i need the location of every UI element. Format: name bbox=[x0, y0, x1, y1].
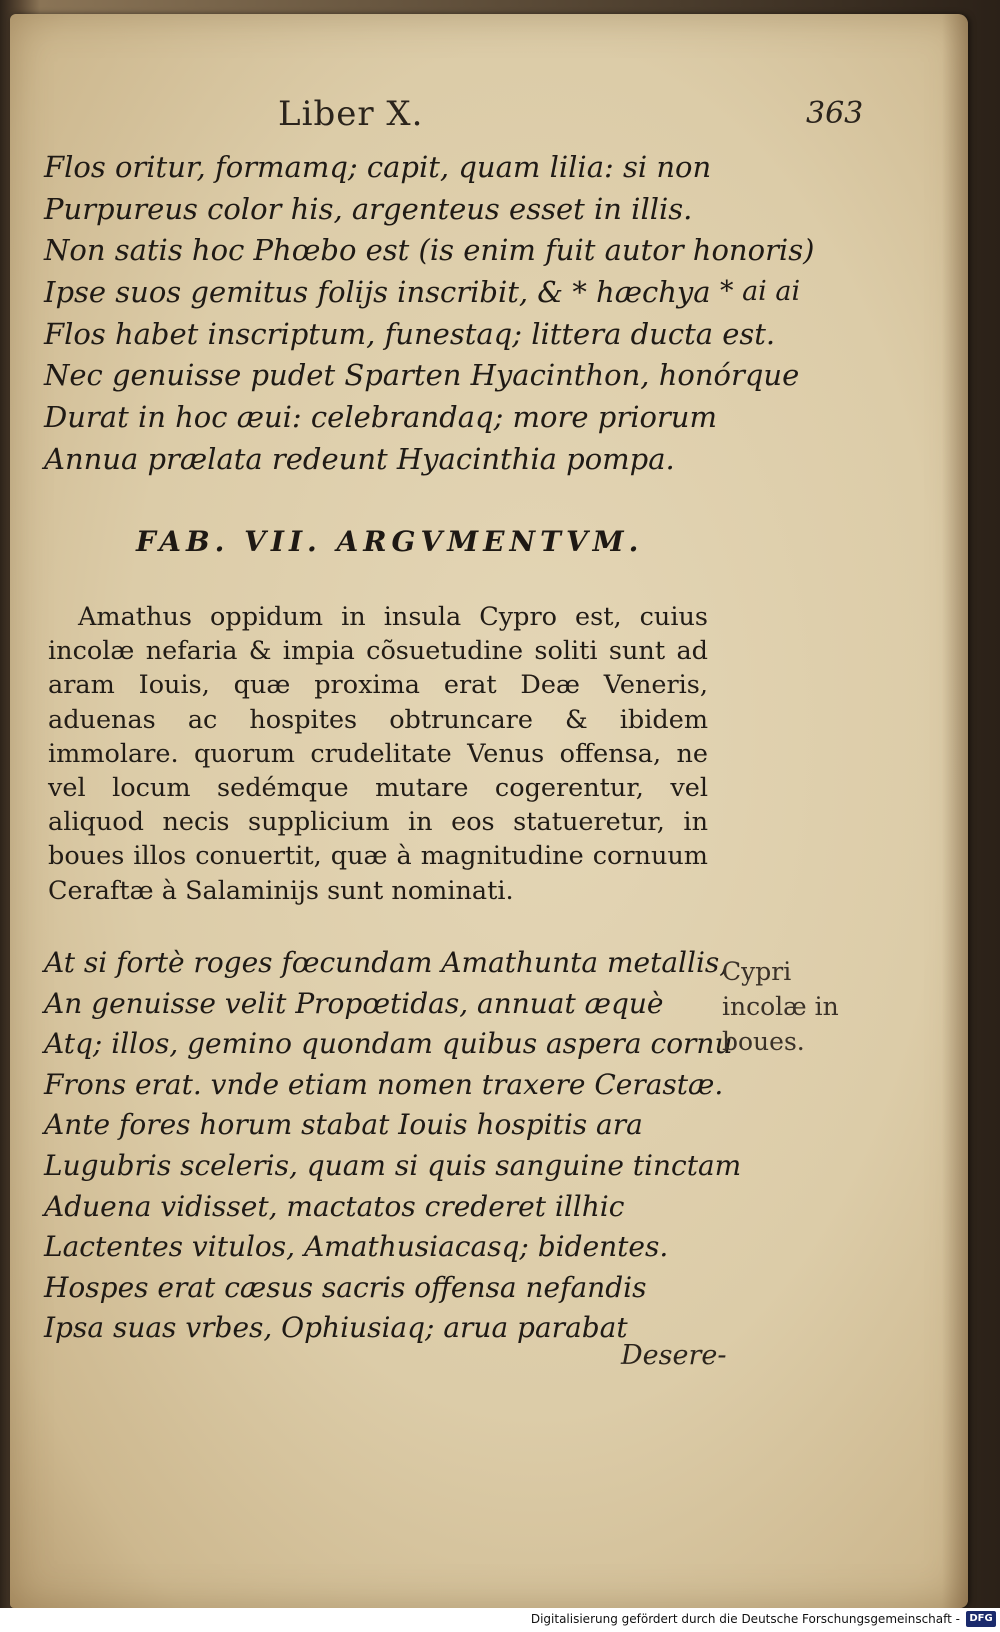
verse-line: Nec genuisse pudet Sparten Hyacinthon, honórque bbox=[44, 358, 800, 393]
verse-line: Hospes erat cæsus sacris offensa nefandis bbox=[44, 1270, 647, 1304]
dfg-logo: DFG bbox=[966, 1611, 996, 1627]
verse-line: Ante fores horum stabat Iouis hospitis ara bbox=[44, 1108, 643, 1142]
verse-line: Annua prælata redeunt Hyacinthia pompa. bbox=[44, 441, 675, 476]
verse-line: Lactentes vitulos, Amathusiacasq; bidentes. bbox=[44, 1230, 669, 1264]
argument-heading: FAB. VII. ARGVMENTVM. bbox=[136, 525, 644, 558]
verse-line: Aduena vidisset, mactatos crederet illhic bbox=[44, 1189, 625, 1223]
verse-line: Non satis hoc Phœbo est (is enim fuit autor honoris) bbox=[44, 233, 815, 268]
verse-line: Flos oritur, formamq; capit, quam lilia: si non bbox=[44, 150, 712, 184]
marginal-note-bottom: Cypri incolæ in boues. bbox=[722, 957, 839, 1056]
page-edge bbox=[942, 14, 968, 1608]
verse-line: Frons erat. vnde etiam nomen traxere Cerastæ. bbox=[44, 1067, 724, 1101]
verse-block-bottom bbox=[44, 943, 744, 1349]
verse-line: Ipse suos gemitus folijs inscribit, & * hæchya bbox=[44, 275, 711, 310]
catchword: Desere- bbox=[621, 1340, 727, 1371]
verse-line: Lugubris sceleris, quam si quis sanguine tinctam bbox=[44, 1148, 742, 1182]
page-number: 363 bbox=[806, 96, 864, 131]
footer-credit: Digitalisierung gefördert durch die Deutsche Forschungsgemeinschaft - bbox=[530, 1612, 960, 1626]
marginal-note-top: * ai ai bbox=[720, 276, 801, 307]
verse-line: Ipsa suas vrbes, Ophiusiaq; arua parabat bbox=[44, 1311, 628, 1345]
verse-line: Atq; illos, gemino quondam quibus aspera cornu bbox=[44, 1027, 733, 1061]
verse-line: Flos habet inscriptum, funestaq; littera ducta est. bbox=[44, 316, 776, 351]
running-header: Liber X. bbox=[278, 94, 424, 134]
verse-line: Purpureus color his, argenteus esset in illis. bbox=[44, 191, 693, 226]
argument-body: Amathus oppidum in insula Cypro est, cuius incolæ nefaria & impia cõsuetudine soliti sunt ad aram Iouis, quæ proxima erat Deæ Veneris, aduenas ac hospites obtruncare & ibidem immolare. quorum crudelitate Venus offensa, ne vel locum sedémque mutare cogerentur, vel aliquod necis supplicium in eos statueretur, in boues illos conuertit, quæ à magnitudine cornuum Ceraftæ à Salaminijs sunt nominati. bbox=[48, 602, 708, 906]
verse-line: At si fortè roges fœcundam Amathunta metallis, bbox=[44, 946, 729, 979]
verse-line: Durat in hoc æui: celebrandaq; more priorum bbox=[44, 400, 717, 435]
verse-line: An genuisse velit Propœtidas, annuat æquè bbox=[44, 986, 664, 1020]
